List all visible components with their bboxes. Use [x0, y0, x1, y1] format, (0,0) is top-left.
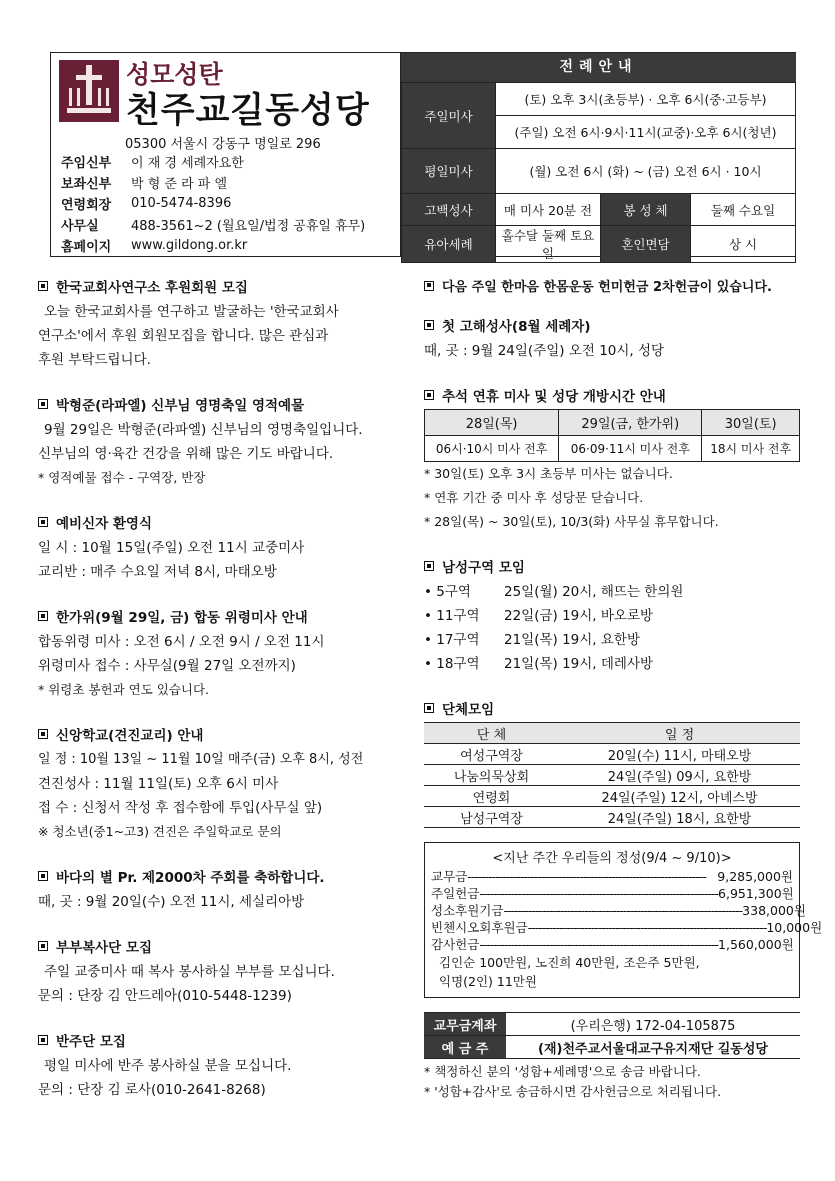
notice-men-district [424, 556, 800, 676]
thanks-donors: 김인순 100만원, 노진희 40만원, 조은주 5만원, [439, 955, 700, 970]
notice-line: 때, 곳 : 9월 20일(수) 오전 11시, 세실리아방 [38, 894, 305, 910]
bullet-square-icon [424, 703, 434, 713]
notice-line: 위령미사 접수 : 사무실(9월 27일 오전까지) [38, 658, 296, 674]
offering-amount: 10,000원 [766, 920, 823, 935]
bulletin-header [50, 52, 796, 261]
chuseok-day-cell: 18시 미사 전후 [702, 436, 800, 462]
group-name: 여성구역장 [424, 744, 559, 765]
notice-confirmation [38, 724, 414, 844]
account-label: 교무금계좌 [424, 1013, 506, 1036]
account-holder-label: 예 금 주 [424, 1036, 506, 1059]
offering-amount: 338,000원 [742, 903, 806, 918]
marriage-label: 혼인면담 [601, 226, 691, 263]
district-name: • 17구역 [424, 632, 480, 648]
staff-value: 이 재 경 세례자요한 [131, 156, 244, 171]
staff-row [61, 214, 401, 235]
church-address: 05300 서울시 강동구 명일로 296 [125, 137, 321, 152]
list-item [424, 580, 800, 604]
bullet-square-icon [38, 611, 48, 621]
church-subtitle: 성모성탄 [126, 60, 223, 89]
notice-title: 반주단 모집 [56, 1034, 126, 1050]
notice-title: 예비신자 환영식 [56, 516, 152, 532]
account-note: * '성함+감사'로 송금하시면 감사헌금으로 처리됩니다. [424, 1084, 722, 1099]
offering-row: 주일헌금 -------------------------------------------------------------------- 6,951,300원 [431, 886, 794, 901]
offering-amount: 6,951,300원 [718, 886, 794, 901]
group-schedule: 24일(주일) 09시, 요한방 [559, 765, 800, 786]
district-schedule: 21일(목) 19시, 데레사방 [504, 656, 654, 672]
notice-altar-servers [38, 936, 414, 1008]
notice-chuseok-schedule [424, 385, 800, 534]
chuseok-day-header: 30일(토) [702, 410, 800, 436]
bullet-square-icon [38, 941, 48, 951]
district-name: • 18구역 [424, 656, 480, 672]
thanks-donors: 익명(2인) 11만원 [439, 974, 537, 989]
chuseok-day-header: 28일(목) [425, 410, 559, 436]
notice-line: 교리반 : 매주 수요일 저녁 8시, 마태오방 [38, 564, 277, 580]
notice-title: 첫 고해성사(8월 세례자) [442, 319, 591, 335]
bullet-square-icon [38, 399, 48, 409]
sunday-mass-saturday: (토) 오후 3시(초등부) · 오후 6시(중·고등부) [496, 83, 796, 116]
offering-amount: 1,560,000원 [718, 937, 794, 952]
notice-line: * 28일(목) ~ 30일(토), 10/3(화) 사무실 휴무합니다. [424, 514, 719, 529]
table-row [424, 807, 800, 828]
notice-line: * 30일(토) 오후 3시 초등부 미사는 없습니다. [424, 466, 673, 481]
holy-hour-time: 둘째 수요일 [691, 194, 796, 226]
notice-line: * 연휴 기간 중 미사 후 성당문 닫습니다. [424, 490, 644, 505]
left-column [38, 276, 414, 1124]
mass-schedule-table [401, 82, 796, 263]
group-name: 남성구역장 [424, 807, 559, 828]
staff-list [61, 151, 401, 256]
group-meetings-table [424, 722, 800, 828]
offering-name: 빈첸시오회후원금 [431, 920, 528, 935]
notice-history-institute [38, 276, 414, 372]
church-name: 천주교길동성당 [126, 91, 370, 131]
offering-row: 감사헌금 -------------------------------------------------------------------- 1,560,000원 [431, 937, 794, 952]
notice-title: 추석 연휴 미사 및 성당 개방시간 안내 [442, 389, 666, 405]
sunday-mass-sunday: (주일) 오전 6시·9시·11시(교중)·오후 6시(청년) [496, 116, 796, 149]
staff-value: 박 형 준 라 파 엘 [131, 177, 228, 192]
notice-line: ※ 청소년(중1~고3) 견진은 주일학교로 문의 [38, 824, 282, 839]
list-item [424, 652, 800, 676]
group-schedule: 20일(수) 11시, 마태오방 [559, 744, 800, 765]
notice-title: 다음 주일 한마음 한몸운동 헌미헌금 2차헌금이 있습니다. [442, 280, 772, 295]
staff-label: 연령회장 [61, 198, 112, 213]
notice-line: 9월 29일은 박형준(라파엘) 신부님의 영명축일입니다. [44, 422, 363, 438]
staff-row [61, 172, 401, 193]
offering-summary [424, 842, 823, 998]
notice-title: 부부복사단 모집 [56, 940, 152, 956]
notice-line: 평일 미사에 반주 봉사하실 분을 모십니다. [44, 1058, 292, 1074]
notice-memorial-mass [38, 606, 414, 702]
offering-title: <지난 주간 우리들의 정성(9/4 ~ 9/10)> [492, 851, 732, 866]
notice-title: 박형준(라파엘) 신부님 영명축일 영적예물 [56, 398, 305, 414]
infant-baptism-label: 유아세례 [402, 226, 496, 263]
notice-line: 문의 : 단장 김 안드레아(010-5448-1239) [38, 988, 292, 1004]
offering-row: 성소후원기금 -------------------------------------------------------------------- 338,000원 [431, 903, 806, 918]
staff-label: 주임신부 [61, 156, 112, 171]
offering-amount: 9,285,000원 [717, 869, 793, 884]
notice-line: 합동위령 미사 : 오전 6시 / 오전 9시 / 오전 11시 [38, 634, 325, 650]
table-row [424, 744, 800, 765]
bullet-square-icon [38, 517, 48, 527]
bullet-square-icon [424, 281, 434, 291]
bullet-square-icon [424, 320, 434, 330]
notice-line: 문의 : 단장 김 로사(010-2641-8268) [38, 1082, 266, 1098]
staff-row [61, 151, 401, 172]
holy-hour-label: 봉 성 체 [601, 194, 691, 226]
bullet-square-icon [38, 729, 48, 739]
offering-name: 성소후원기금 [431, 903, 504, 918]
staff-row [61, 193, 401, 214]
bullet-square-icon [38, 281, 48, 291]
staff-row [61, 235, 401, 256]
table-row [424, 765, 800, 786]
district-schedule: 25일(월) 20시, 해뜨는 한의원 [504, 584, 684, 600]
district-schedule: 22일(금) 19시, 바오로방 [504, 608, 654, 624]
bullet-square-icon [38, 1035, 48, 1045]
list-item [424, 604, 800, 628]
bullet-square-icon [38, 871, 48, 881]
notice-title: 한가위(9월 29일, 금) 합동 위령미사 안내 [56, 610, 308, 626]
notice-line: 견진성사 : 11월 11일(토) 오후 6시 미사 [38, 776, 279, 792]
chuseok-day-header: 29일(금, 한가위) [559, 410, 702, 436]
notice-second-collection [424, 276, 800, 295]
group-name: 나눔의묵상회 [424, 765, 559, 786]
group-name: 연령회 [424, 786, 559, 807]
notice-first-confession [424, 315, 800, 363]
notice-accompanists [38, 1030, 414, 1102]
homepage-link[interactable]: www.gildong.or.kr [131, 238, 248, 253]
staff-value: 488-3561~2 (월요일/법정 공휴일 휴무) [131, 219, 366, 234]
notice-group-meetings [424, 698, 800, 828]
notice-line: 접 수 : 신청서 작성 후 접수함에 투입(사무실 앞) [38, 800, 323, 816]
offering-row: 교무금 -------------------------------------------------------------------- 9,285,000원 [431, 869, 793, 884]
weekday-mass-label: 평일미사 [402, 149, 496, 194]
account-note: * 책정하신 분의 '성함+세례명'으로 송금 바랍니다. [424, 1064, 701, 1079]
account-holder: (재)천주교서울대교구유지재단 길동성당 [506, 1036, 800, 1059]
notice-line: 연구소'에서 후원 회원모집을 합니다. 많은 관심과 [38, 328, 329, 344]
staff-label: 홈페이지 [61, 240, 112, 255]
bullet-square-icon [424, 390, 434, 400]
staff-label: 보좌신부 [61, 177, 112, 192]
confession-label: 고백성사 [402, 194, 496, 226]
notice-line: 일 시 : 10월 15일(주일) 오전 11시 교중미사 [38, 540, 305, 556]
sunday-mass-label: 주일미사 [402, 83, 496, 149]
notice-line: 오늘 한국교회사를 연구하고 발굴하는 '한국교회사 [44, 304, 339, 320]
bullet-square-icon [424, 561, 434, 571]
group-schedule: 24일(주일) 18시, 요한방 [559, 807, 800, 828]
notice-line: 신부님의 영·육간 건강을 위해 많은 기도 바랍니다. [38, 446, 334, 462]
district-name: • 5구역 [424, 584, 471, 600]
notice-line: * 영적예물 접수 - 구역장, 반장 [38, 470, 206, 485]
offering-row: 빈첸시오회후원금 -------------------------------------------------------------------- 10,000원 [431, 920, 823, 935]
account-info [424, 1012, 800, 1059]
staff-value: 010-5474-8396 [131, 196, 232, 211]
chuseok-day-cell: 06시·10시 미사 전후 [425, 436, 559, 462]
notice-line: 때, 곳 : 9월 24일(주일) 오전 10시, 성당 [424, 343, 665, 359]
notice-catechumen [38, 512, 414, 584]
notice-title: 바다의 별 Pr. 제2000차 주회를 축하합니다. [56, 870, 325, 886]
notice-line: 후원 부탁드립니다. [38, 352, 151, 368]
confession-time: 매 미사 20분 전 [496, 194, 601, 226]
account-number: (우리은행) 172-04-105875 [506, 1013, 800, 1036]
notice-line: 일 정 : 10월 13일 ~ 11월 10일 매주(금) 오후 8시, 성전 [38, 752, 364, 767]
marriage-time: 상 시 [691, 226, 796, 263]
notice-feast-day [38, 394, 414, 490]
offering-name: 교무금 [431, 869, 468, 884]
column-header: 단 체 [424, 723, 559, 744]
mass-guide-title: 전례안내 [401, 53, 796, 82]
notice-title: 신앙학교(견진교리) 안내 [56, 728, 204, 744]
group-schedule: 24일(주일) 12시, 아녜스방 [559, 786, 800, 807]
infant-baptism-time: 홀수달 둘째 토요일 [496, 226, 601, 263]
right-column [424, 276, 823, 1102]
chuseok-day-cell: 06·09·11시 미사 전후 [559, 436, 702, 462]
weekday-mass-times: (월) 오전 6시 (화) ~ (금) 오전 6시 · 10시 [496, 149, 796, 194]
column-header: 일 정 [559, 723, 800, 744]
staff-label: 사무실 [61, 219, 99, 234]
offering-name: 주일헌금 [431, 886, 480, 901]
table-row [424, 786, 800, 807]
offering-name: 감사헌금 [431, 937, 480, 952]
church-info [51, 53, 401, 256]
notice-title: 한국교회사연구소 후원회원 모집 [56, 280, 248, 296]
district-schedule: 21일(목) 19시, 요한방 [504, 632, 641, 648]
notice-praesidium [38, 866, 414, 914]
notice-line: * 위령초 봉헌과 연도 있습니다. [38, 682, 210, 697]
list-item [424, 628, 800, 652]
district-name: • 11구역 [424, 608, 480, 624]
mass-guide [401, 53, 796, 261]
notice-title: 단체모임 [442, 702, 495, 718]
notice-title: 남성구역 모임 [442, 560, 525, 576]
notice-line: 주일 교중미사 때 복사 봉사하실 부부를 모십니다. [44, 964, 335, 980]
church-logo [59, 60, 119, 122]
chuseok-table [424, 409, 800, 462]
